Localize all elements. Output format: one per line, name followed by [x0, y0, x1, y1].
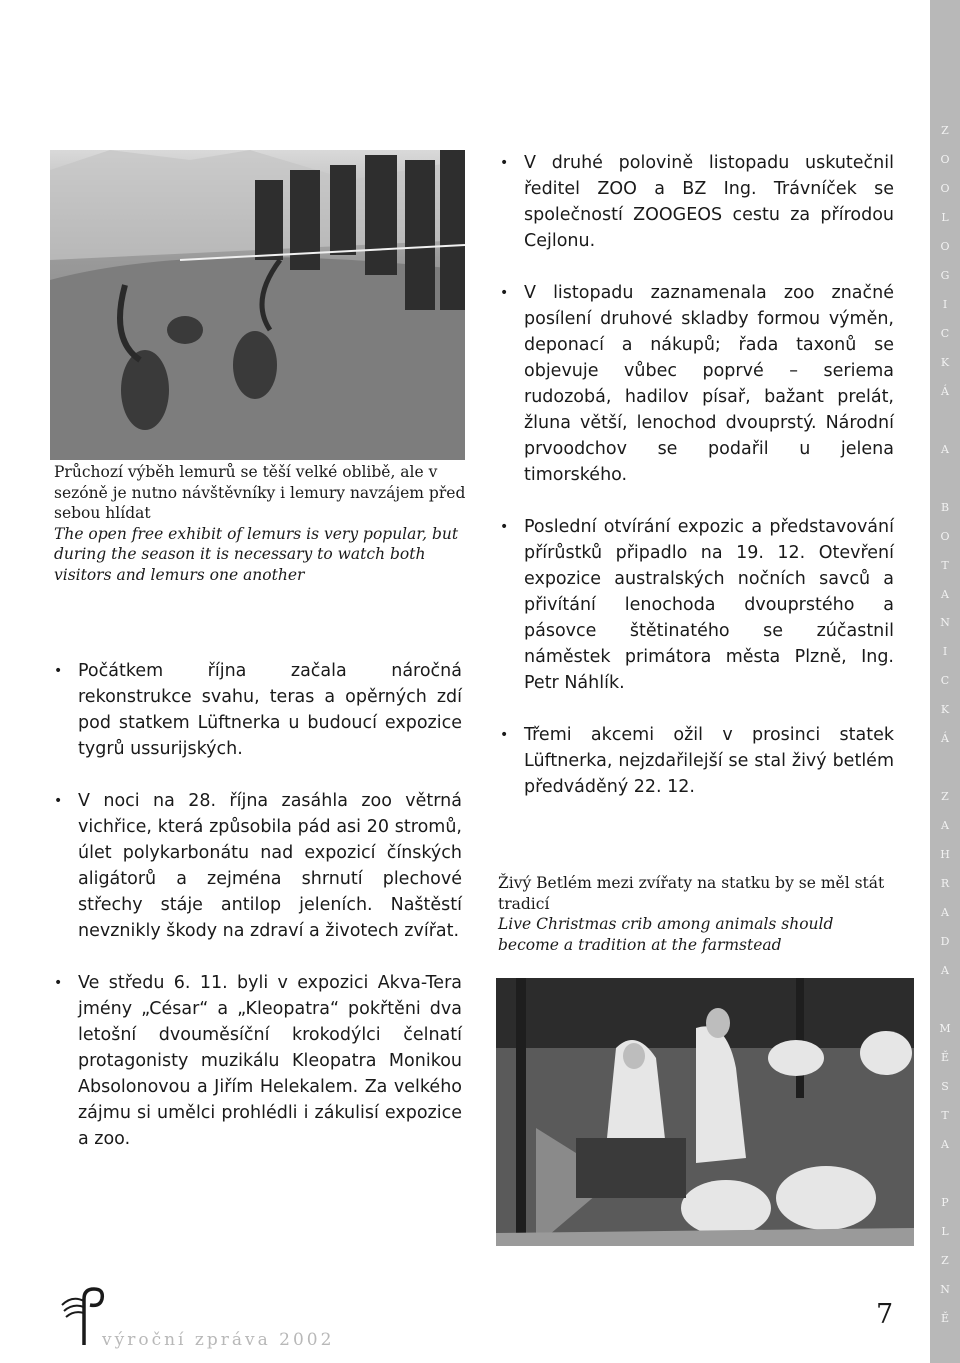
side-band-letter: M — [939, 1022, 951, 1036]
side-band-letter: A — [941, 1137, 949, 1151]
side-band-letters — [930, 125, 960, 1325]
news-item: • V druhé polovině listopadu uskutečnil ředitel ZOO a BZ Ing. Trávníček se společností ZOOGEOS cestu za přírodou Cejlonu. — [500, 153, 894, 251]
side-band-letter: L — [941, 210, 949, 224]
side-band-letter: I — [942, 645, 948, 659]
side-band-letter: Ě — [940, 1051, 950, 1064]
side-band-letter: Z — [941, 124, 949, 137]
side-band-letter: H — [940, 848, 950, 862]
side-band-letter: N — [940, 1282, 950, 1296]
side-band-letter: A — [941, 819, 949, 833]
caption-english: The open free exhibit of lemurs is very popular, but during the season it is necessary to watch both visitors and lemurs one another — [54, 524, 459, 584]
side-band-letter: N — [940, 616, 950, 630]
side-band-letter: L — [941, 1224, 949, 1238]
news-item: • V noci na 28. října zasáhla zoo větrná vichřice, která způsobila pád asi 20 stromů, úlet polykarbonátu nad expozicí čínských aligátorů a zejména shrnutí plechové střechy stáje antilop jeleních. Naštěstí nevznikly škody na zdraví a životech zvířat. — [54, 791, 462, 941]
side-band-letter: T — [941, 558, 949, 572]
side-band-letter: O — [940, 181, 950, 195]
side-band-letter: D — [940, 935, 950, 949]
side-band-letter: K — [940, 703, 950, 717]
news-item: • Počátkem října začala náročná rekonstrukce svahu, teras a opěrných zdí pod statkem Lüftnerka u budoucí expozice tygrů ussurijských. — [54, 661, 462, 759]
side-band-letter: B — [940, 500, 950, 514]
side-band-letter: T — [941, 1108, 949, 1122]
news-item: • Třemi akcemi ožil v prosinci statek Lüftnerka, nejzdařilejší se stal živý betlém předváděný 22. 12. — [500, 725, 894, 797]
news-item-text: Třemi akcemi ožil v prosinci statek Lüftnerka, nejzdařilejší se stal živý betlém předváděný 22. 12. — [524, 725, 894, 797]
left-news-list — [52, 658, 462, 1178]
news-item-text: V druhé polovině listopadu uskutečnil ředitel ZOO a BZ Ing. Trávníček se společností ZOOGEOS cestu za přírodou Cejlonu. — [524, 153, 894, 251]
side-band-letter: O — [940, 152, 950, 166]
side-band-letter: S — [941, 1079, 949, 1093]
side-band-letter: O — [940, 239, 950, 253]
news-item: • Poslední otvírání expozic a představování přírůstků připadlo na 19. 12. Otevření expozice australských nočních savců a přivítání lenochoda dvouprstého a pásovce štětinatého se zúčastnil náměstek primátora města Plzně, Ing. Petr Náhlík. — [500, 517, 894, 693]
zoo-logo — [58, 1285, 108, 1347]
side-band-letter: A — [941, 964, 949, 978]
caption-english: Live Christmas crib among animals should become a tradition at the farmstead — [498, 915, 834, 954]
right-news-list — [498, 150, 894, 826]
annual-report-footer: výroční zpráva 2002 — [102, 1330, 335, 1350]
lemur-enclosure-photo — [50, 150, 465, 460]
side-band-letter: C — [940, 674, 950, 688]
crib-photo-caption — [498, 873, 898, 955]
side-band-letter: Z — [941, 1253, 949, 1267]
caption-czech: Průchozí výběh lemurů se těší velké oblibě, ale v sezóně je nutno návštěvníky i lemury navzájem před sebou hlídat — [54, 463, 466, 522]
news-item: • Ve středu 6. 11. byli v expozici Akva-Tera jmény „César“ a „Kleopatra“ pokřtěni dva letošní dvouměsíční krokodýlci čelnatí protagonisty muzikálu Kleopatra Monikou Absolonovou a Jiřím Helekalem. Za velkého zájmu si umělci prohlédli i zákulisí expozice a zoo. — [54, 973, 462, 1149]
side-band-letter: Z — [941, 790, 949, 804]
news-item-text: V noci na 28. října zasáhla zoo větrná vichřice, která způsobila pád asi 20 stromů, úlet polykarbonátu nad expozicí čínských aligátorů a zejména shrnutí plechové střechy stáje antilop jeleních. Naštěstí nevznikly škody na zdraví a životech zvířat. — [78, 791, 462, 941]
news-item-text: V listopadu zaznamenala zoo značné posílení druhové skladby formou výměn, deponací a nákupů; řada taxonů se objevuje vůbec poprvé – seriema rudozobá, hadilov písař, bažant prelát, žluna větší, lenochod dvouprstý. Národní prvoodchov se podařil u jelena timorského. — [524, 283, 894, 485]
side-band-letter: Á — [941, 384, 949, 398]
side-band — [930, 0, 960, 1363]
news-item-text: Poslední otvírání expozic a představování přírůstků připadlo na 19. 12. Otevření expozice australských nočních savců a přivítání lenochoda dvouprstého a pásovce štětinatého se zúčastnil náměstek primátora města Plzně, Ing. Petr Náhlík. — [524, 517, 894, 693]
side-band-letter: A — [941, 906, 949, 920]
side-band-letter: A — [941, 442, 949, 456]
side-band-letter: P — [941, 1195, 949, 1209]
news-item-text: Ve středu 6. 11. byli v expozici Akva-Tera jmény „César“ a „Kleopatra“ pokřtěni dva letošní dvouměsíční krokodýlci čelnatí protagonisty muzikálu Kleopatra Monikou Absolonovou a Jiřím Helekalem. Za velkého zájmu si umělci prohlédli i zákulisí expozice a zoo. — [78, 973, 462, 1149]
side-band-letter: Á — [941, 732, 949, 746]
side-band-letter: O — [940, 529, 950, 543]
side-band-letter: I — [942, 297, 948, 311]
news-item: • V listopadu zaznamenala zoo značné posílení druhové skladby formou výměn, deponací a nákupů; řada taxonů se objevuje vůbec poprvé – seriema rudozobá, hadilov písař, bažant prelát, žluna větší, lenochod dvouprstý. Národní prvoodchov se podařil u jelena timorského. — [500, 283, 894, 485]
lemur-photo-caption — [54, 462, 469, 585]
news-item-text: Počátkem října začala náročná rekonstrukce svahu, teras a opěrných zdí pod statkem Lüftnerka u budoucí expozice tygrů ussurijských. — [78, 661, 462, 759]
side-band-letter: C — [940, 326, 950, 340]
side-band-letter: A — [941, 587, 949, 601]
page-number: 7 — [876, 1299, 894, 1330]
side-band-letter: G — [940, 268, 950, 282]
side-band-letter: Ě — [940, 1311, 950, 1325]
side-band-letter: K — [940, 355, 950, 369]
caption-czech: Živý Betlém mezi zvířaty na statku by se měl stát tradicí — [498, 874, 885, 913]
side-band-letter: R — [940, 877, 950, 891]
living-nativity-photo — [496, 978, 914, 1246]
